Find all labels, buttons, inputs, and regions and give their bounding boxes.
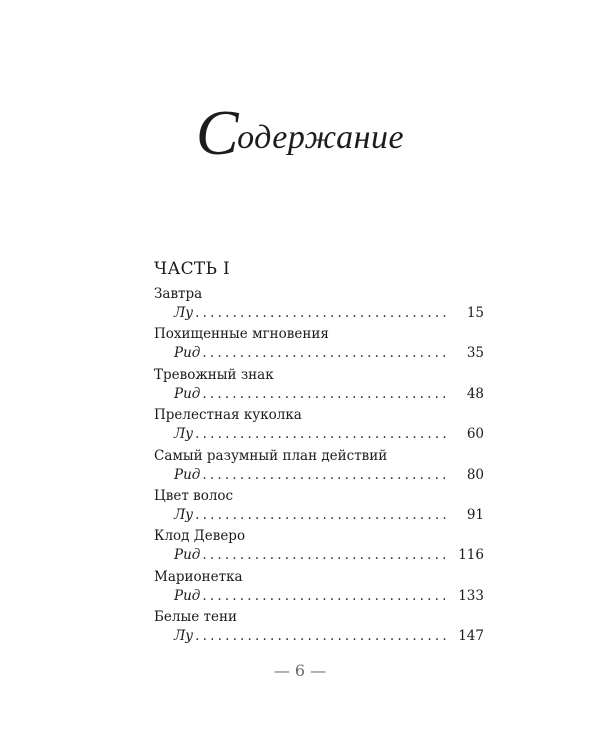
dot-leader bbox=[202, 345, 450, 361]
toc-entry-author: Рид bbox=[174, 345, 201, 362]
toc-entry-page: 147 bbox=[458, 628, 484, 645]
toc-entry-line bbox=[174, 426, 484, 442]
toc-entry-line bbox=[174, 386, 484, 402]
page-title bbox=[0, 96, 600, 170]
toc-entry-author: Рид bbox=[174, 547, 201, 564]
title-rest: одержание bbox=[237, 119, 405, 156]
part-heading: ЧАСТЬ I bbox=[154, 259, 231, 279]
toc-entry-title: Клод Деверо bbox=[154, 528, 246, 545]
toc-entry-page: 48 bbox=[466, 385, 484, 402]
dot-leader bbox=[195, 305, 450, 321]
toc-entry bbox=[154, 367, 484, 407]
toc-entry-author: Рид bbox=[174, 587, 201, 604]
dot-leader bbox=[202, 386, 450, 402]
dot-leader bbox=[195, 426, 450, 442]
toc-entry-line bbox=[174, 588, 484, 604]
dot-leader bbox=[202, 588, 450, 604]
toc-entry-author: Лу bbox=[174, 628, 194, 645]
toc-entry-author: Лу bbox=[174, 426, 194, 443]
toc-entry-title: Цвет волос bbox=[154, 487, 234, 504]
toc-entry-author: Рид bbox=[174, 466, 201, 483]
toc-entry-title: Похищенные мгновения bbox=[154, 326, 329, 343]
toc-entry-title: Прелестная куколка bbox=[154, 407, 302, 424]
toc-entry-title: Завтра bbox=[154, 286, 203, 302]
toc-entry bbox=[154, 488, 484, 528]
toc-entry bbox=[154, 609, 484, 649]
toc-entry-line bbox=[174, 628, 484, 644]
toc-entry-page: 80 bbox=[466, 466, 484, 483]
toc-entry-author: Лу bbox=[174, 506, 194, 523]
toc-entry-page: 91 bbox=[466, 506, 484, 523]
toc-entry-title: Марионетка bbox=[154, 568, 243, 585]
toc-entry-author: Лу bbox=[174, 305, 194, 321]
toc-entry-line bbox=[174, 507, 484, 523]
toc-entry-title: Тревожный знак bbox=[154, 366, 274, 383]
toc-entry-author: Рид bbox=[174, 385, 201, 402]
toc-entry bbox=[154, 407, 484, 447]
title-initial: С bbox=[195, 97, 240, 168]
toc-entry bbox=[154, 326, 484, 366]
toc-entry bbox=[154, 286, 484, 326]
dot-leader bbox=[202, 547, 450, 563]
toc-entry-title: Белые тени bbox=[154, 609, 237, 626]
toc-entry bbox=[154, 528, 484, 568]
toc-entry-title: Самый разумный план действий bbox=[154, 447, 388, 464]
toc-entry-line bbox=[174, 345, 484, 361]
dot-leader bbox=[195, 507, 450, 523]
dot-leader bbox=[202, 467, 450, 483]
toc-entry bbox=[154, 448, 484, 488]
toc-entry-page: 116 bbox=[458, 547, 484, 564]
toc-entry-page: 133 bbox=[458, 587, 484, 604]
toc-entry-page: 60 bbox=[466, 426, 484, 443]
dot-leader bbox=[195, 628, 450, 644]
toc-entry-line bbox=[174, 305, 484, 321]
toc-entry-page: 35 bbox=[466, 345, 484, 362]
toc-entry-page: 15 bbox=[466, 305, 484, 321]
toc-entry bbox=[154, 569, 484, 609]
toc-entry-line bbox=[174, 547, 484, 563]
page-number: — 6 — bbox=[273, 661, 327, 680]
table-of-contents bbox=[154, 286, 484, 650]
toc-entry-line bbox=[174, 467, 484, 483]
